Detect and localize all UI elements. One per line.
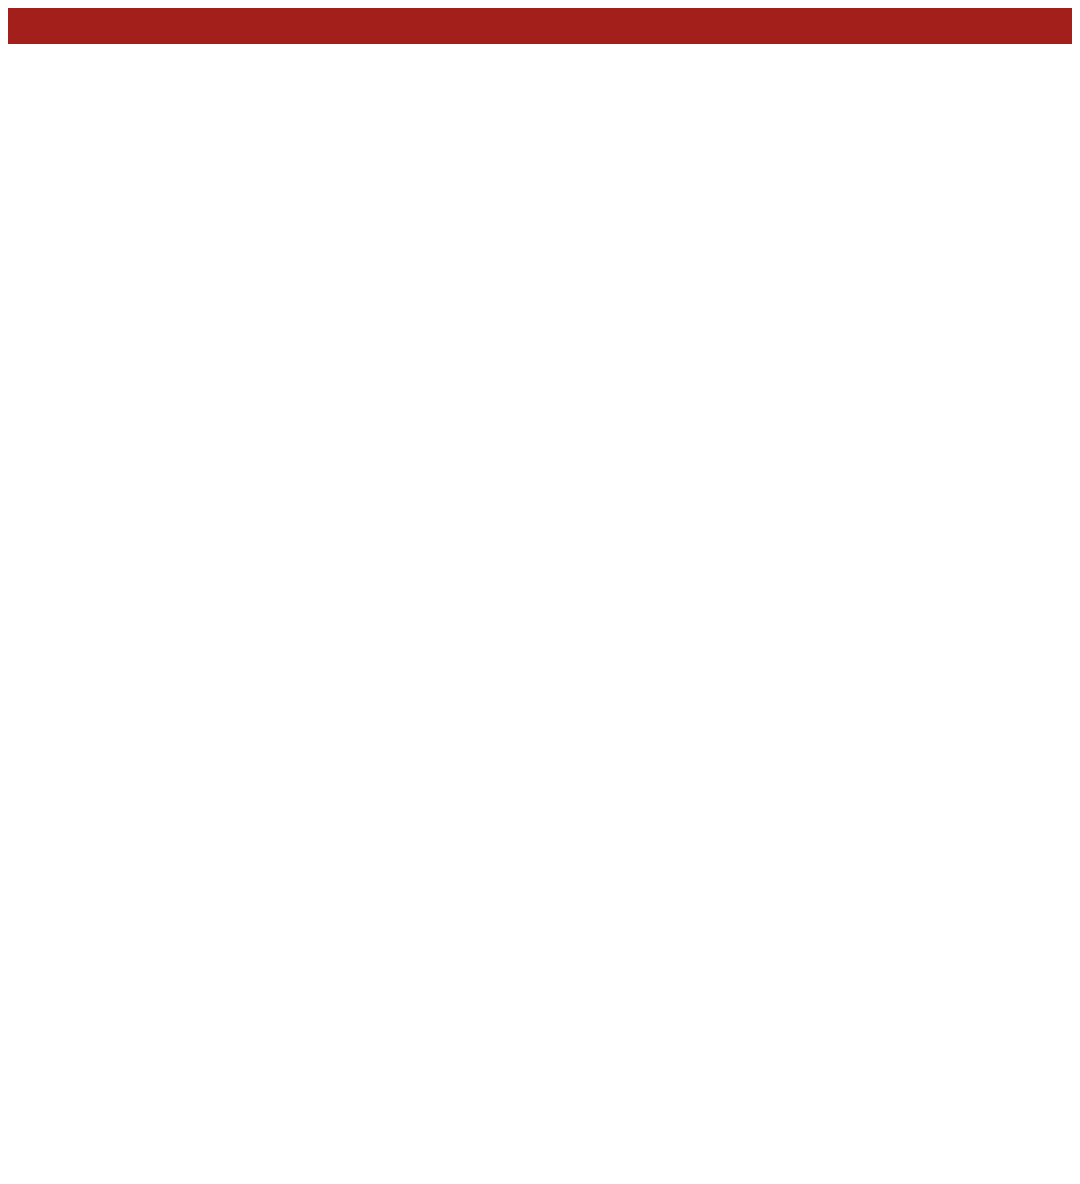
table-header [8,8,1072,44]
